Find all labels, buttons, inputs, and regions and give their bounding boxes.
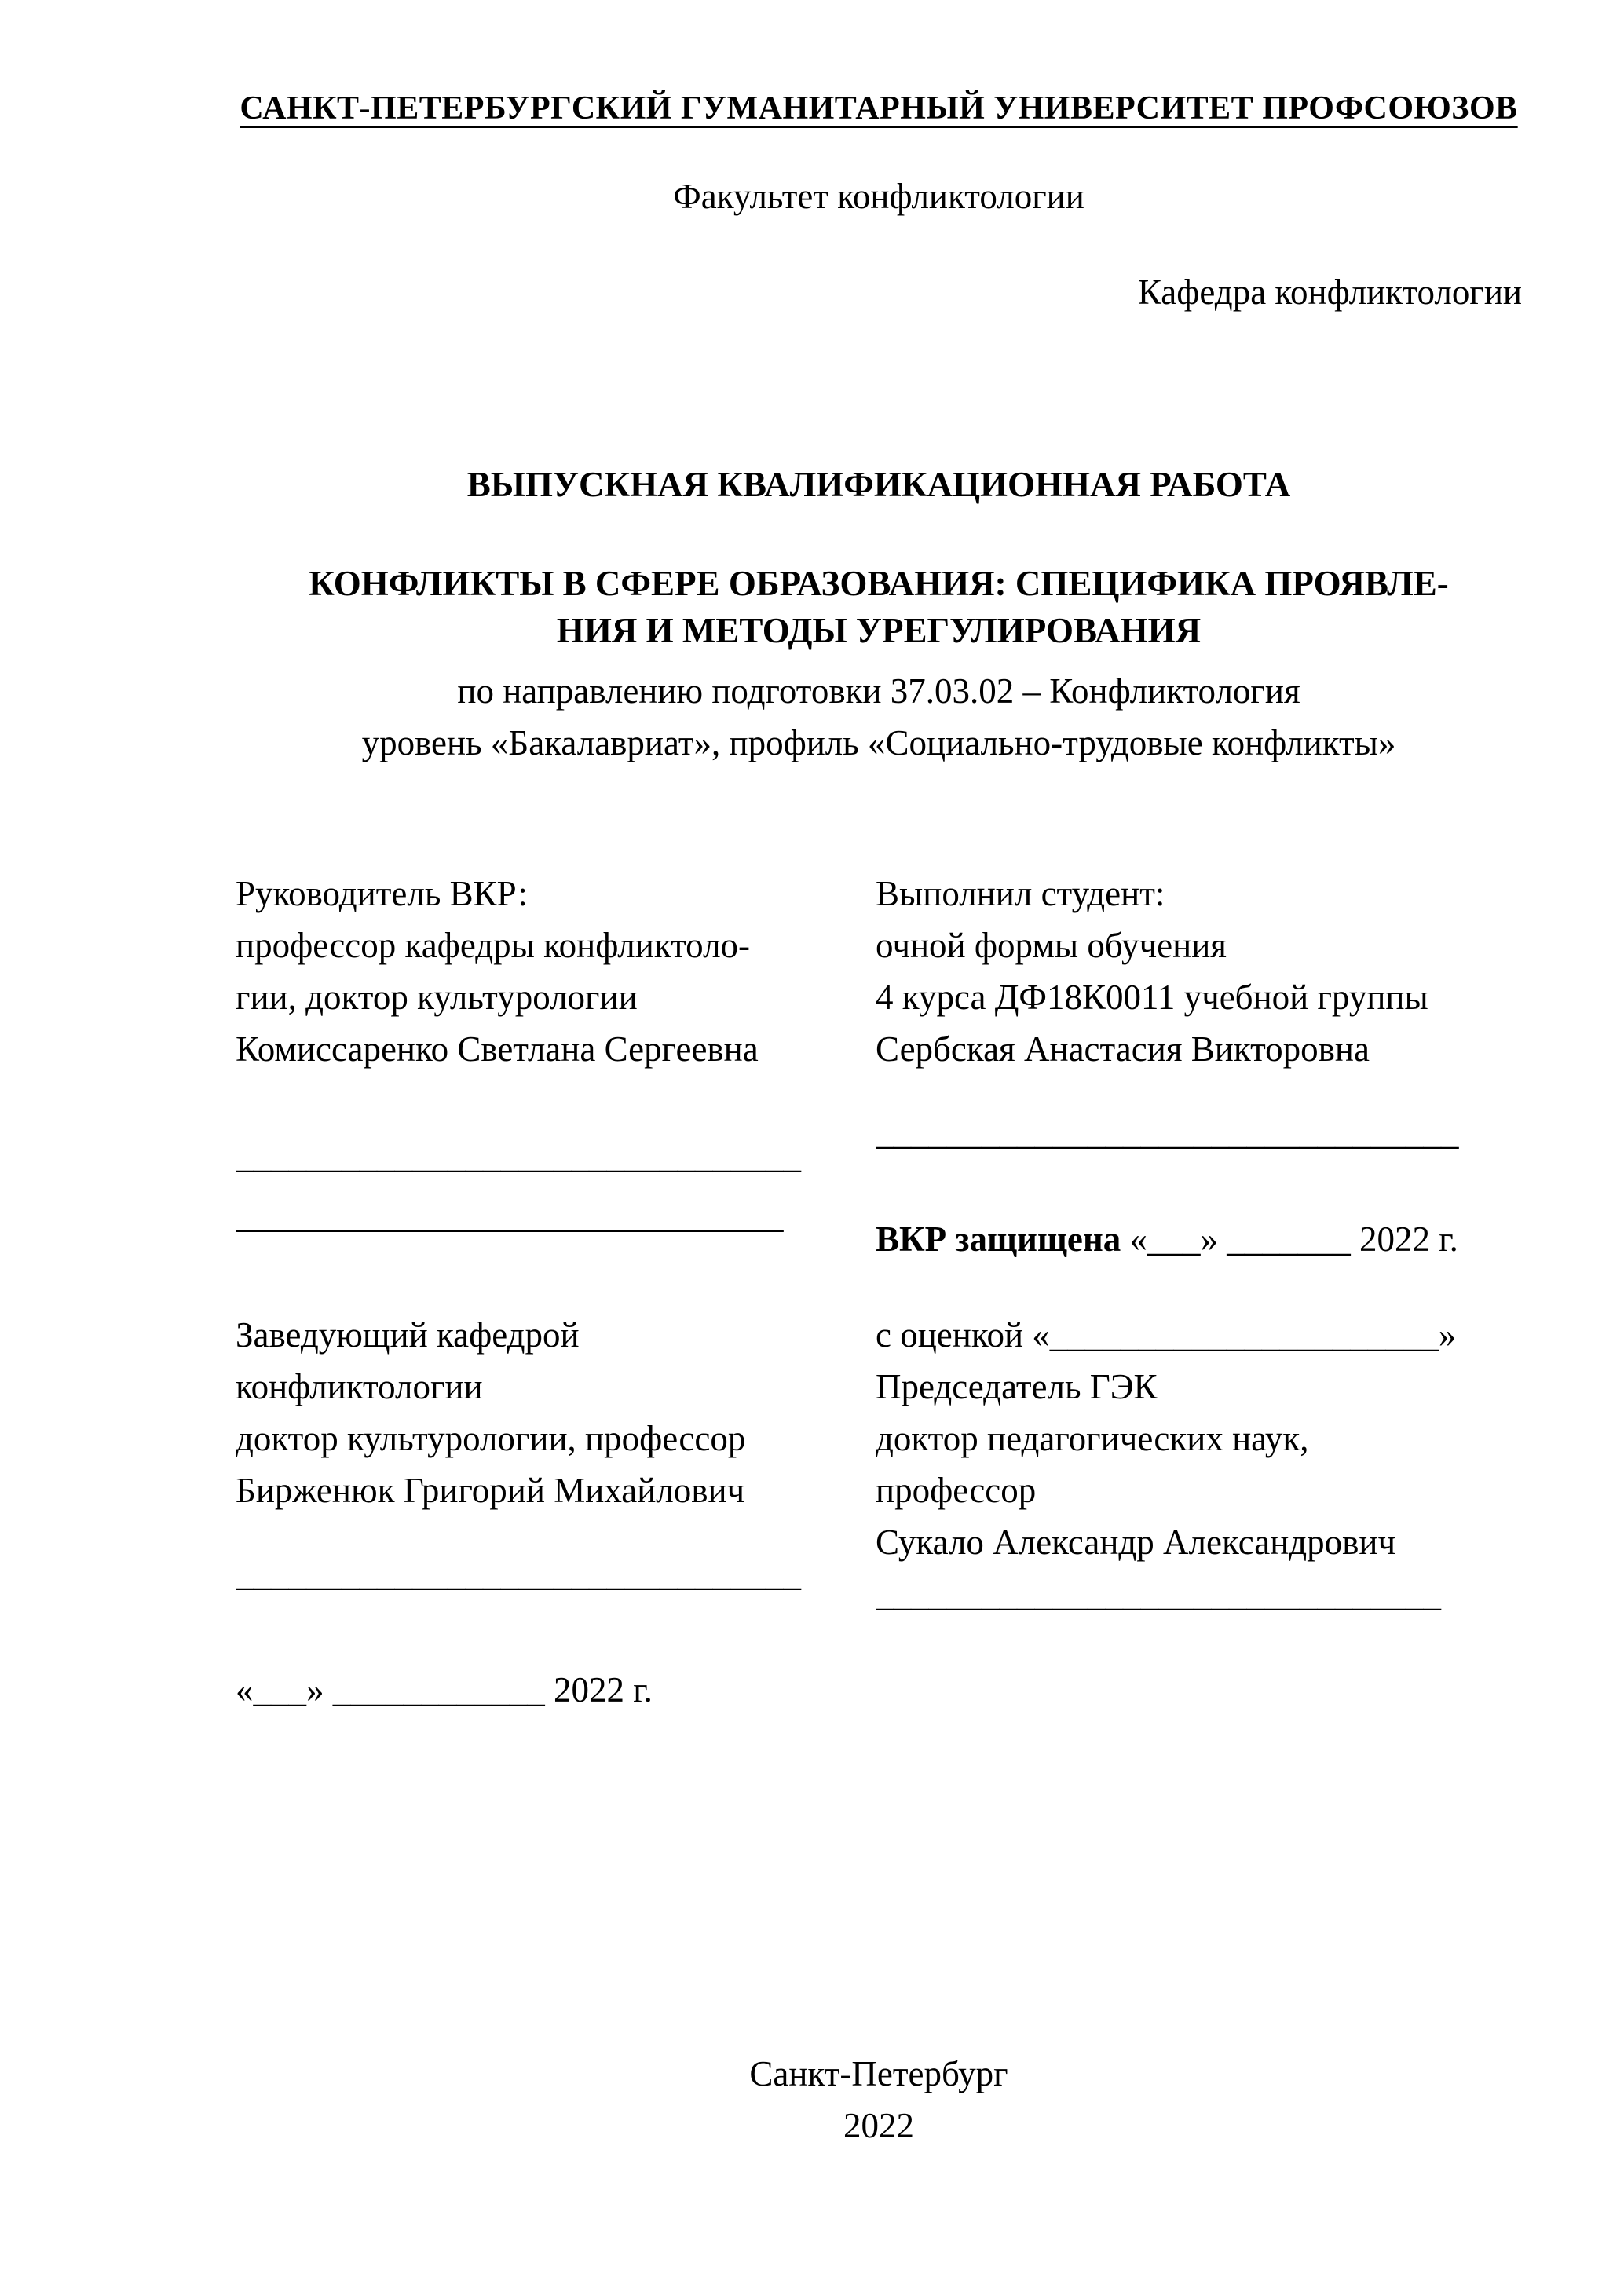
city: Санкт-Петербург [749,2054,1008,2093]
student-column [876,868,1522,1620]
student-group: 4 курса ДФ18К0011 учебной группы [876,978,1428,1017]
faculty-name: Факультет конфликтологии [673,177,1084,216]
supervisor-signature-line-2: _______________________________ [236,1196,784,1235]
department-head-title-line-2: конфликтологии [236,1367,483,1406]
supervisor-label: Руководитель ВКР: [236,874,528,913]
student-label: Выполнил студент: [876,874,1165,913]
program-direction: по направлению подготовки 37.03.02 – Конфликтология [457,671,1300,711]
thesis-title-line-2: НИЯ И МЕТОДЫ УРЕГУЛИРОВАНИЯ [556,611,1202,650]
supervisor-position-line-2: гии, доктор культурологии [236,978,638,1017]
defense-label: ВКР защищена [876,1219,1121,1259]
supervisor-position-line-1: профессор кафедры конфликтоло- [236,926,751,965]
department-head-name: Бирженюк Григорий Михайлович [236,1471,745,1510]
page-footer [236,2048,1522,2152]
grade-line: с оценкой «______________________» [876,1315,1457,1355]
year: 2022 [843,2106,914,2145]
grade-and-chairman-section [876,1309,1522,1620]
supervisor-name: Комиссаренко Светлана Сергеевна [236,1029,759,1069]
university-name: САНКТ-ПЕТЕРБУРГСКИЙ ГУМАНИТАРНЫЙ УНИВЕРСИТЕТ ПРОФСОЮЗОВ [240,90,1518,126]
chairman-degree-line-2: профессор [876,1471,1037,1510]
thesis-title [236,560,1522,654]
student-name: Сербская Анастасия Викторовна [876,1029,1370,1069]
student-section [876,868,1522,1075]
supervisor-section [236,868,821,1075]
department-head-section [236,1309,821,1516]
program-level: уровень «Бакалавриат», профиль «Социально-трудовые конфликты» [361,723,1396,762]
department-head-signature-line: ________________________________ [236,1554,801,1593]
chairman-signature-line: ________________________________ [876,1574,1441,1614]
chairman-name: Сукало Александр Александрович [876,1523,1396,1562]
work-type-heading: ВЫПУСКНАЯ КВАЛИФИКАЦИОННАЯ РАБОТА [466,465,1291,504]
chairman-title: Председатель ГЭК [876,1367,1158,1406]
department-name: Кафедра конфликтологии [1137,272,1522,312]
signature-columns [236,868,1522,1716]
thesis-title-line-1: КОНФЛИКТЫ В СФЕРЕ ОБРАЗОВАНИЯ: СПЕЦИФИКА ПРОЯВЛЕ- [309,564,1449,603]
date-line: «___» ____________ 2022 г. [236,1670,653,1709]
defense-date-blank: «___» _______ 2022 г. [1121,1219,1458,1259]
department-head-title-line-1: Заведующий кафедрой [236,1315,580,1355]
student-signature-line: _________________________________ [876,1113,1459,1152]
supervisor-column [236,868,821,1716]
program-info [236,665,1522,769]
supervisor-signature-line: ________________________________ [236,1136,801,1175]
chairman-degree-line-1: доктор педагогических наук, [876,1419,1309,1458]
student-form: очной формы обучения [876,926,1227,965]
defense-date-line [876,1213,1522,1265]
department-head-degree: доктор культурологии, профессор [236,1419,746,1458]
